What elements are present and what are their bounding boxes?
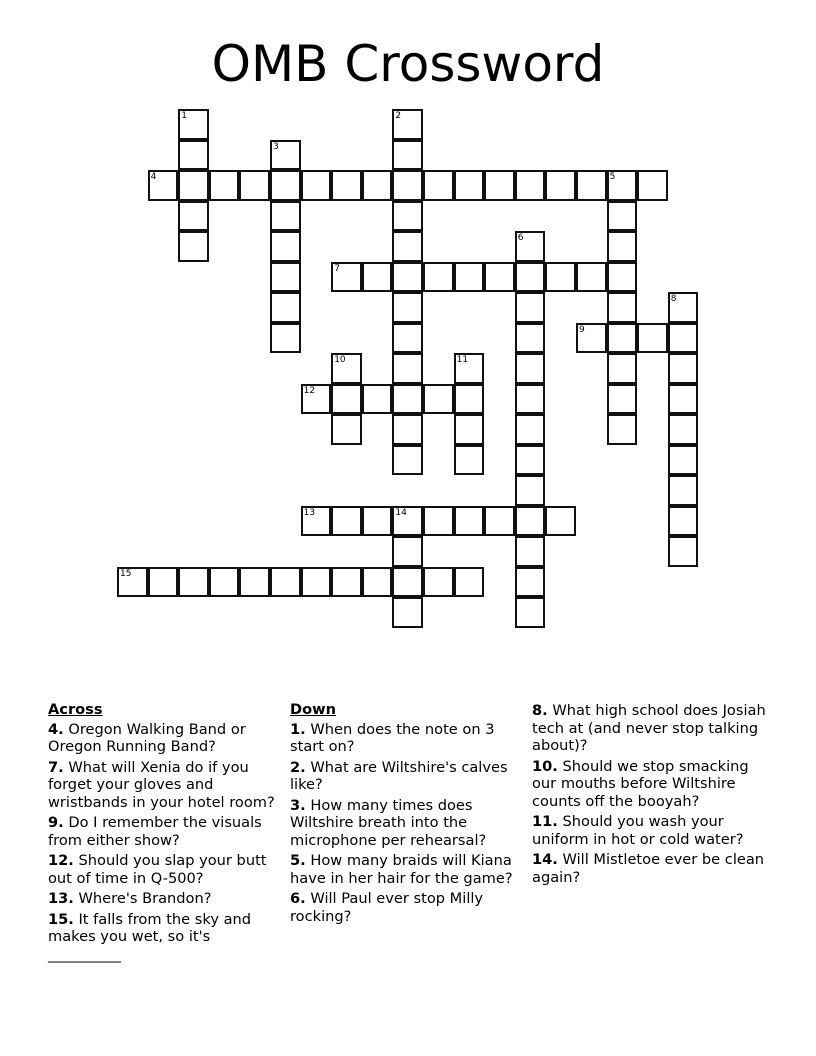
across-heading: Across: [48, 701, 103, 718]
down-clue: [290, 759, 528, 794]
clue-text: When does the note on 3 start on?: [290, 720, 495, 755]
clue-text: How many times does Wiltshire breath into the microphone per rehearsal?: [290, 796, 487, 849]
crossword-cell[interactable]: [239, 170, 270, 201]
crossword-cell[interactable]: [362, 567, 393, 598]
cell-number: 14: [395, 507, 407, 518]
crossword-cell[interactable]: [454, 506, 485, 537]
crossword-cell[interactable]: [178, 109, 209, 140]
clue-number: 13.: [48, 890, 74, 907]
crossword-cell[interactable]: [239, 567, 270, 598]
crossword-cell[interactable]: [362, 262, 393, 293]
crossword-cell[interactable]: [392, 262, 423, 293]
clue-number: 5.: [290, 852, 306, 869]
crossword-cell[interactable]: [270, 140, 301, 171]
clue-number: 1.: [290, 720, 306, 738]
crossword-cell[interactable]: [607, 170, 638, 201]
clue-number: 12.: [48, 852, 74, 869]
crossword-cell[interactable]: [545, 262, 576, 293]
across-clue: [48, 814, 286, 849]
crossword-cell[interactable]: [515, 414, 546, 445]
crossword-cell[interactable]: [392, 445, 423, 476]
crossword-cell[interactable]: [668, 292, 699, 323]
crossword-cell[interactable]: [515, 475, 546, 506]
clue-number: 7.: [48, 758, 64, 776]
cell-number: 2: [395, 111, 402, 121]
crossword-cell[interactable]: [392, 353, 423, 384]
crossword-cell[interactable]: [362, 384, 393, 415]
cell-number: 8: [670, 294, 677, 304]
crossword-cell[interactable]: [668, 323, 699, 354]
clue-text: Will Paul ever stop Milly rocking?: [290, 890, 484, 925]
crossword-cell[interactable]: [392, 109, 423, 140]
crossword-cell[interactable]: [515, 353, 546, 384]
crossword-cell[interactable]: [668, 353, 699, 384]
crossword-cell[interactable]: [515, 384, 546, 415]
crossword-cell[interactable]: [331, 170, 362, 201]
crossword-cell[interactable]: [331, 384, 362, 415]
crossword-cell[interactable]: [515, 323, 546, 354]
clue-text: Do I remember the visuals from either show?: [48, 814, 262, 849]
crossword-cell[interactable]: [576, 170, 607, 201]
crossword-cell[interactable]: [545, 506, 576, 537]
crossword-cell[interactable]: [668, 445, 699, 476]
crossword-cell[interactable]: [148, 567, 179, 598]
crossword-cell[interactable]: [117, 567, 148, 598]
down-clue: [532, 758, 770, 811]
clue-text: Should you wash your uniform in hot or cold water?: [532, 813, 744, 848]
down-clue: [532, 702, 770, 755]
crossword-cell[interactable]: [362, 506, 393, 537]
crossword-cell[interactable]: [484, 262, 515, 293]
crossword-cell[interactable]: [454, 384, 485, 415]
crossword-cell[interactable]: [454, 170, 485, 201]
crossword-cell[interactable]: [607, 231, 638, 262]
down-clue: [290, 890, 528, 925]
crossword-cell[interactable]: [331, 262, 362, 293]
across-clue: [48, 721, 286, 756]
crossword-cell[interactable]: [178, 140, 209, 171]
crossword-cell[interactable]: [423, 170, 454, 201]
crossword-cell[interactable]: [331, 414, 362, 445]
crossword-cell[interactable]: [454, 414, 485, 445]
crossword-cell[interactable]: [301, 384, 332, 415]
clue-text: Where's Brandon?: [78, 890, 212, 907]
crossword-cell[interactable]: [178, 567, 209, 598]
cell-number: 12: [303, 385, 316, 396]
crossword-cell[interactable]: [515, 231, 546, 262]
crossword-cell[interactable]: [423, 506, 454, 537]
clue-number: 4.: [48, 720, 64, 738]
crossword-cell[interactable]: [178, 170, 209, 201]
clue-number: 10.: [532, 757, 558, 775]
clue-text: Should we stop smacking our mouths before Wiltshire counts off the booyah?: [532, 757, 749, 810]
clue-text: Should you slap your butt out of time in Q-500?: [48, 852, 267, 887]
crossword-cell[interactable]: [392, 414, 423, 445]
crossword-cell[interactable]: [515, 597, 546, 628]
crossword-cell[interactable]: [301, 567, 332, 598]
crossword-cell[interactable]: [270, 201, 301, 232]
down-clue: [290, 797, 528, 850]
crossword-cell[interactable]: [668, 475, 699, 506]
cell-number: 5: [609, 172, 616, 182]
cell-number: 11: [456, 355, 469, 365]
page-title: OMB Crossword: [211, 35, 605, 93]
clue-text: Will Mistletoe ever be clean again?: [532, 851, 765, 886]
crossword-cell[interactable]: [515, 445, 546, 476]
crossword-cell[interactable]: [607, 384, 638, 415]
crossword-cell[interactable]: [423, 262, 454, 293]
cell-number: 10: [334, 355, 346, 365]
crossword-cell[interactable]: [607, 353, 638, 384]
down-clue: [290, 852, 528, 887]
crossword-cell[interactable]: [668, 414, 699, 445]
crossword-cell[interactable]: [423, 384, 454, 415]
down-heading: Down: [290, 701, 337, 718]
cell-number: 7: [334, 263, 340, 274]
clue-number: 8.: [532, 702, 548, 719]
cell-number: 13: [303, 507, 316, 518]
crossword-cell[interactable]: [392, 292, 423, 323]
crossword-cell[interactable]: [209, 170, 240, 201]
crossword-cell[interactable]: [576, 323, 607, 354]
clue-number: 2.: [290, 758, 306, 776]
crossword-cell[interactable]: [607, 414, 638, 445]
crossword-cell[interactable]: [209, 567, 240, 598]
across-clue: [48, 911, 286, 964]
across-clue: [48, 759, 286, 812]
crossword-cell[interactable]: [392, 170, 423, 201]
clue-number: 9.: [48, 814, 64, 831]
crossword-cell[interactable]: [454, 445, 485, 476]
crossword-cell[interactable]: [515, 292, 546, 323]
clue-text: What are Wiltshire's calves like?: [290, 758, 508, 793]
cell-number: 1: [181, 111, 187, 121]
crossword-cell[interactable]: [392, 201, 423, 232]
crossword-cell[interactable]: [392, 384, 423, 415]
cell-number: 15: [120, 568, 132, 579]
crossword-cell[interactable]: [423, 567, 454, 598]
crossword-cell[interactable]: [178, 231, 209, 262]
crossword-cell[interactable]: [270, 170, 301, 201]
crossword-cell[interactable]: [392, 597, 423, 628]
crossword-cell[interactable]: [270, 231, 301, 262]
crossword-cell[interactable]: [607, 201, 638, 232]
clue-number: 3.: [290, 796, 306, 814]
crossword-cell[interactable]: [270, 262, 301, 293]
down-clues-continued: [532, 702, 770, 889]
crossword-cell[interactable]: [270, 323, 301, 354]
down-clue: [532, 813, 770, 848]
crossword-cell[interactable]: [637, 170, 668, 201]
crossword-cell[interactable]: [270, 567, 301, 598]
crossword-cell[interactable]: [270, 292, 301, 323]
crossword-cell[interactable]: [148, 170, 179, 201]
clue-text: What high school does Josiah tech at (and never stop talking about)?: [532, 702, 766, 754]
crossword-cell[interactable]: [607, 323, 638, 354]
clue-text: How many braids will Kiana have in her hair for the game?: [290, 852, 513, 887]
crossword-cell[interactable]: [607, 292, 638, 323]
crossword-cell[interactable]: [331, 506, 362, 537]
crossword-cell[interactable]: [515, 536, 546, 567]
crossword-cell[interactable]: [331, 567, 362, 598]
crossword-cell[interactable]: [301, 170, 332, 201]
crossword-cell[interactable]: [392, 231, 423, 262]
crossword-cell[interactable]: [392, 567, 423, 598]
crossword-cell[interactable]: [392, 536, 423, 567]
clue-number: 14.: [532, 851, 558, 868]
clue-number: 11.: [532, 813, 558, 830]
crossword-cell[interactable]: [454, 262, 485, 293]
across-clue: [48, 890, 286, 908]
crossword-cell[interactable]: [576, 262, 607, 293]
clue-text: What will Xenia do if you forget your gloves and wristbands in your hotel room?: [48, 758, 275, 811]
crossword-cell[interactable]: [637, 323, 668, 354]
clue-number: 6.: [290, 890, 306, 907]
crossword-cell[interactable]: [668, 506, 699, 537]
crossword-cell[interactable]: [392, 323, 423, 354]
crossword-cell[interactable]: [515, 506, 546, 537]
across-clues: [48, 701, 286, 966]
crossword-cell[interactable]: [454, 353, 485, 384]
clue-text: It falls from the sky and makes you wet, so it's __________: [48, 910, 252, 963]
crossword-cell[interactable]: [392, 506, 423, 537]
down-clue: [290, 721, 528, 756]
down-clues: [290, 701, 528, 928]
crossword-cell[interactable]: [331, 353, 362, 384]
crossword-cell[interactable]: [668, 384, 699, 415]
crossword-cell[interactable]: [515, 567, 546, 598]
crossword-cell[interactable]: [301, 506, 332, 537]
crossword-cell[interactable]: [545, 170, 576, 201]
clue-number: 15.: [48, 910, 74, 928]
clue-text: Oregon Walking Band or Oregon Running Band?: [48, 720, 246, 755]
crossword-cell[interactable]: [362, 170, 393, 201]
cell-number: 6: [517, 233, 524, 243]
cell-number: 3: [273, 141, 279, 152]
crossword-cell[interactable]: [392, 140, 423, 171]
crossword-cell[interactable]: [484, 170, 515, 201]
crossword-cell[interactable]: [178, 201, 209, 232]
crossword-cell[interactable]: [515, 170, 546, 201]
cell-number: 9: [579, 324, 585, 335]
across-clue: [48, 852, 286, 887]
cell-number: 4: [150, 172, 157, 182]
down-clue: [532, 851, 770, 886]
crossword-cell[interactable]: [484, 506, 515, 537]
crossword-cell[interactable]: [607, 262, 638, 293]
crossword-cell[interactable]: [668, 536, 699, 567]
crossword-cell[interactable]: [454, 567, 485, 598]
crossword-cell[interactable]: [515, 262, 546, 293]
